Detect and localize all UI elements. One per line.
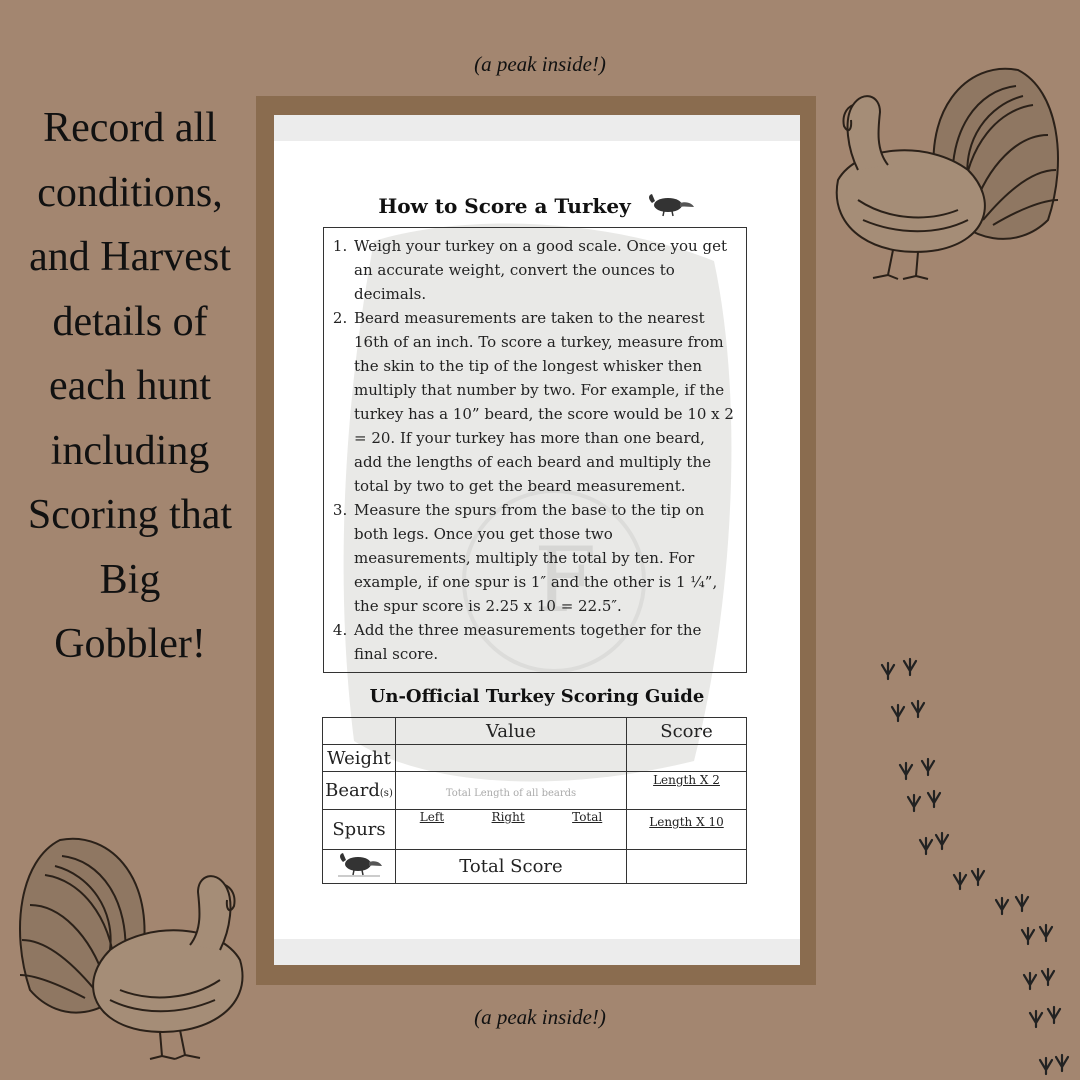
weight-score-cell[interactable] [627,745,746,772]
document-page [274,141,800,939]
beard-label-suffix: (s) [379,788,393,799]
turkey-silhouette-icon [644,191,696,217]
promo-text [10,96,250,677]
spurs-value-cell[interactable] [396,810,627,850]
promo-line: and Harvest [29,234,231,280]
spur-right-label: Right [491,810,525,824]
table-corner-cell [323,718,396,745]
document-title-text: How to Score a Turkey [378,194,631,218]
promo-line: details of [52,298,208,345]
beard-label-text: Beard [325,780,380,801]
turkey-tracks-icon [870,645,1070,1080]
beard-label [323,772,396,810]
weight-beard-score-cells [627,745,747,810]
spur-left-label: Left [419,810,445,824]
weight-label: Weight [323,745,396,772]
promo-line: including [50,427,210,474]
scoring-guide-title: Un-Official Turkey Scoring Guide [369,686,705,707]
beard-score-cell[interactable] [627,772,746,787]
promo-line: Gobbler! [54,621,206,667]
document-title [274,191,800,218]
instruction-step: 4. Add the three measurements together for the final score. [352,618,734,666]
promo-line: Record all [43,105,217,151]
table-header-row [323,718,747,745]
beard-value-cell[interactable] [396,772,627,810]
table-row [323,745,747,772]
total-score-label: Total Score [396,850,627,884]
instruction-step: 3. Measure the spurs from the base to the tip on both legs. Once you get those two measurements, multiply the total by ten. For example, if one spur is 1″ and the other is 1 ¼”, the spur score is 2.25 x 10 = 22.5″. [352,498,734,618]
instructions-box [323,227,747,673]
beard-score-hint: Length X 2 [653,773,720,787]
instructions-list [324,228,746,666]
promo-line: conditions, [37,169,223,216]
spurs-score-cell[interactable] [627,810,747,850]
svg-text:F: F [534,528,597,633]
turkey-illustration-icon [10,820,260,1065]
instruction-step: 2. Beard measurements are taken to the nearest 16th of an inch. To score a turkey, measure from the skin to the tip of the longest whisker then multiply that number by two. For example, if the turkey has a 10” beard, the score would be 10 x 2 = 20. If your turkey has more than one beard, add the lengths of each beard and multiply the total by two to get the beard measurement. [352,306,734,498]
beard-value-hint: Total Length of all beards [445,788,577,799]
total-icon-cell [323,850,396,884]
paper-edge-bottom [274,939,800,965]
scoring-table [322,717,747,884]
spur-total-label: Total [572,810,603,824]
promo-line: Big [99,556,161,603]
score-header: Score [627,718,747,745]
instruction-step: 1. Weigh your turkey on a good scale. Once you get an accurate weight, convert the ounces to decimals. [352,234,734,306]
spurs-label: Spurs [323,810,396,850]
spurs-score-hint: Length X 10 [649,815,724,829]
caption-bottom: (a peak inside!) [474,1005,606,1029]
total-score-cell[interactable] [627,850,747,884]
turkey-silhouette-icon [334,850,384,878]
promo-line: each hunt [48,363,212,409]
table-row [323,810,747,850]
turkey-illustration-icon [818,50,1068,280]
weight-value-cell[interactable] [396,745,627,772]
spurs-subfields [396,810,626,824]
paper-edge-top [274,115,800,141]
promo-line: Scoring that [27,492,233,538]
value-header: Value [396,718,627,745]
caption-top: (a peak inside!) [474,52,606,76]
table-row [323,850,747,884]
